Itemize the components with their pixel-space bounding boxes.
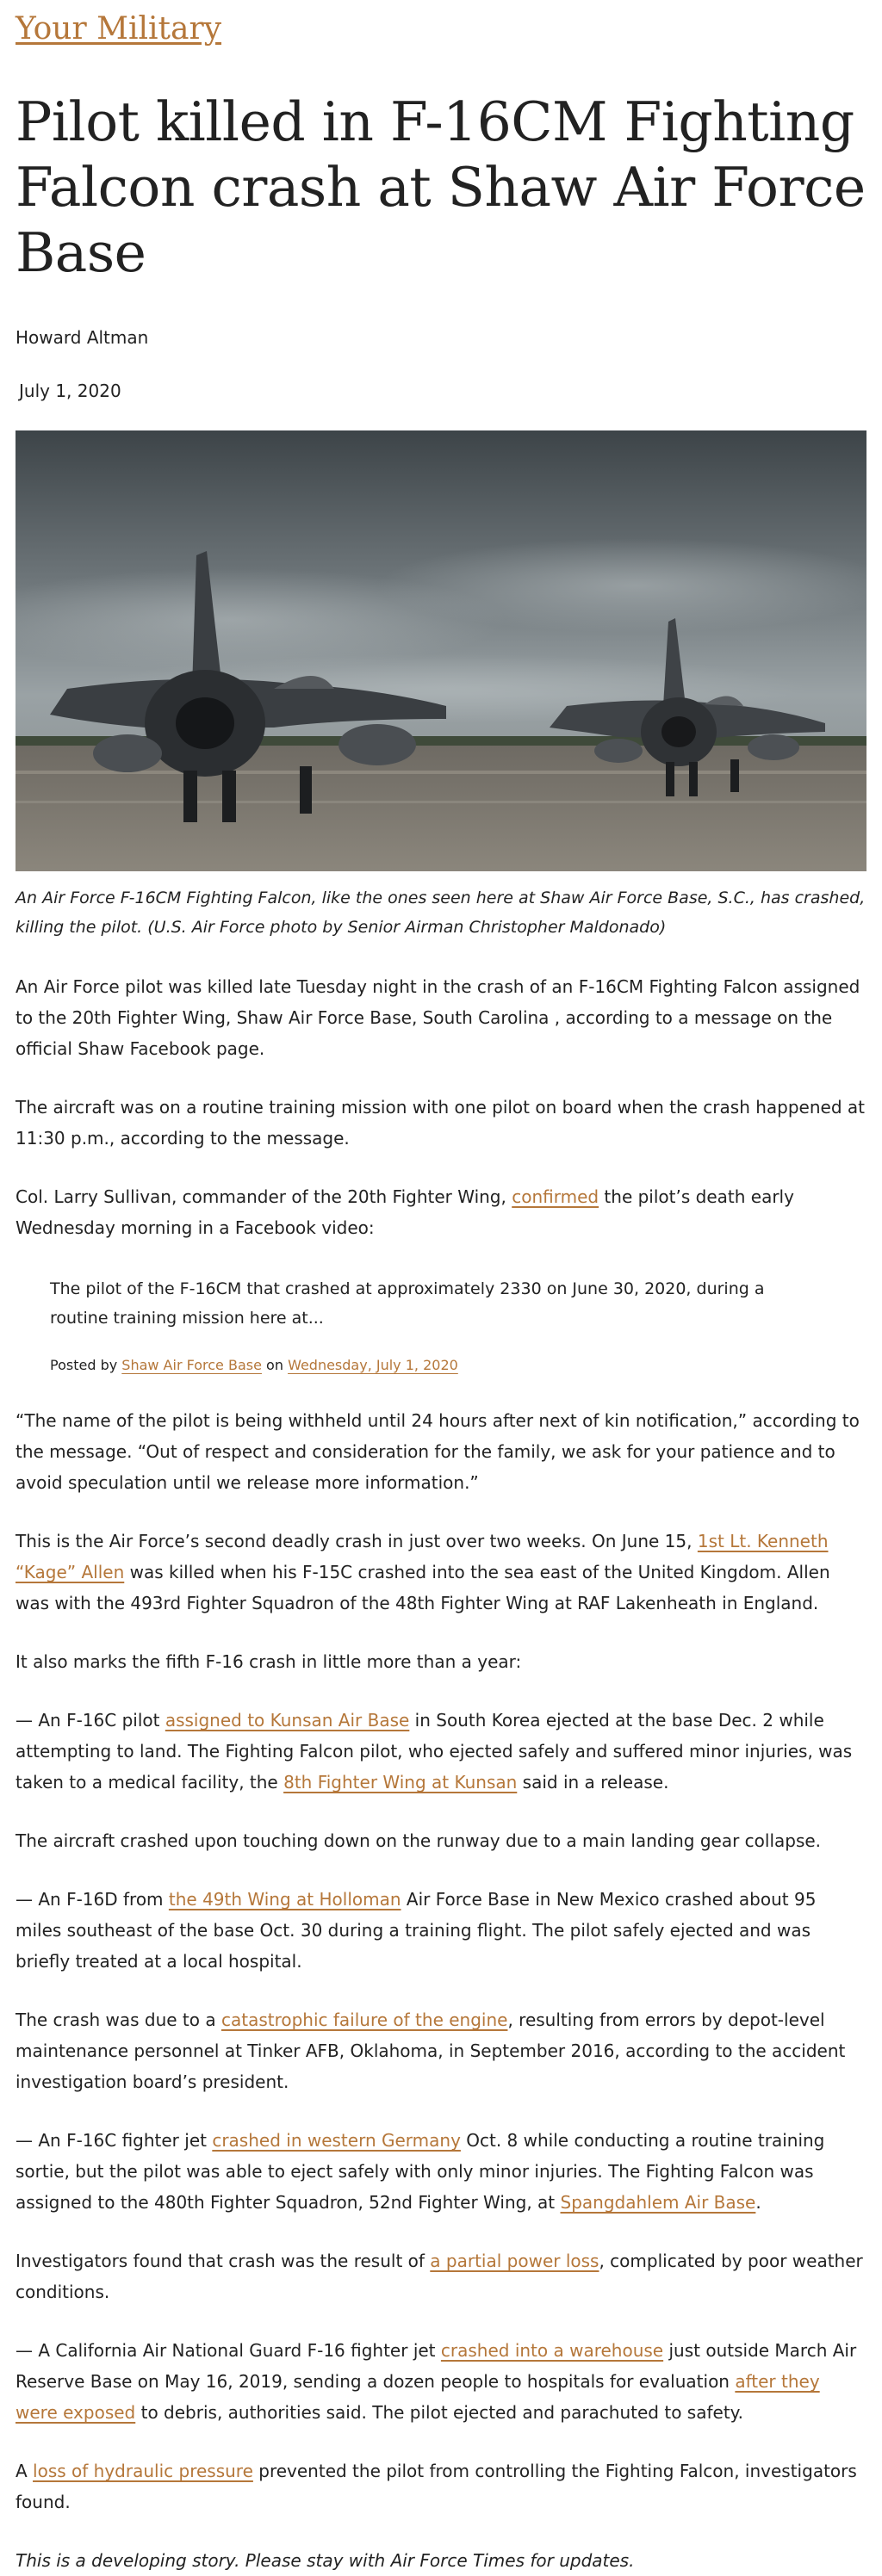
paragraph: The aircraft was on a routine training mission with one pilot on board when the crash happened at 11:30 p.m., according to the message. (16, 1097, 865, 1149)
kenneth-allen-link[interactable]: 1st Lt. Kenneth “Kage” Allen (16, 1531, 829, 1582)
author-byline: Howard Altman (16, 327, 149, 348)
facebook-embed (50, 1274, 866, 1378)
paragraph: The crash was due to a catastrophic failure of the engine, resulting from errors by depot-level maintenance personnel at Tinker AFB, Oklahoma, in September 2016, according to the accident investigation board’s president. (16, 2009, 846, 2092)
spangdahlem-link[interactable]: Spangdahlem Air Base (560, 2192, 756, 2213)
paragraph: It also marks the fifth F-16 crash in little more than a year: (16, 1651, 522, 1672)
paragraph: Investigators found that crash was the result of a partial power loss, complicated by poor weather conditions. (16, 2251, 863, 2302)
hydraulic-pressure-link[interactable]: loss of hydraulic pressure (33, 2461, 253, 2481)
paragraph: — An F-16C pilot assigned to Kunsan Air Base in South Korea ejected at the base Dec. 2 while attempting to land. The Fighting Falcon pilot, who ejected safely and suffered minor injuries, was taken to a medical facility, the 8th Fighter Wing at Kunsan said in a release. (16, 1710, 853, 1793)
confirmed-link[interactable]: confirmed (512, 1186, 599, 1207)
post-date-link[interactable]: Wednesday, July 1, 2020 (288, 1357, 458, 1373)
paragraph: — A California Air National Guard F-16 fighter jet crashed into a warehouse just outside March Air Reserve Base on May 16, 2019, sending a dozen people to hospitals for evaluation after they were exposed to debris, authorities said. The pilot ejected and parachuted to safety. (16, 2340, 857, 2423)
49th-wing-holloman-link[interactable]: the 49th Wing at Holloman (168, 1889, 401, 1910)
paragraph: An Air Force pilot was killed late Tuesday night in the crash of an F-16CM Fighting Falcon assigned to the 20th Fighter Wing, Shaw Air Force Base, South Carolina , according to a message on the official Shaw Facebook page. (16, 976, 860, 1059)
shaw-afb-page-link[interactable]: Shaw Air Force Base (121, 1357, 262, 1373)
8th-fighter-wing-link[interactable]: 8th Fighter Wing at Kunsan (283, 1772, 518, 1793)
closing-note: This is a developing story. Please stay with Air Force Times for updates. (16, 2550, 635, 2571)
paragraph: The aircraft crashed upon touching down on the runway due to a main landing gear collapse. (16, 1830, 822, 1851)
paragraph: — An F-16D from the 49th Wing at Holloman Air Force Base in New Mexico crashed about 95 miles southeast of the base Oct. 30 during a training flight. The pilot safely ejected and was briefly treated at a local hospital. (16, 1889, 817, 1972)
paragraph: “The name of the pilot is being withheld until 24 hours after next of kin notification,” according to the message. “Out of respect and consideration for the family, we ask for your patience and to avoid speculation until we release more information.” (16, 1410, 860, 1493)
kunsan-air-base-link[interactable]: assigned to Kunsan Air Base (165, 1710, 410, 1731)
exposed-link[interactable]: after they were exposed (16, 2371, 820, 2423)
image-caption: An Air Force F-16CM Fighting Falcon, like the ones seen here at Shaw Air Force Base, S.C., has crashed, killing the pilot. (U.S. Air Force photo by Senior Airman Christopher Maldonado) (16, 889, 866, 937)
headline: Pilot killed in F-16CM Fighting Falcon crash at Shaw Air Force Base (16, 90, 866, 284)
paragraph: This is the Air Force’s second deadly crash in just over two weeks. On June 15, 1st Lt. Kenneth “Kage” Allen was killed when his F-15C crashed into the sea east of the United Kingdom. Allen was with the 493rd Fighter Squadron of the 48th Fighter Wing at RAF Lakenheath in England. (16, 1531, 830, 1613)
paragraph: A loss of hydraulic pressure prevented the pilot from controlling the Fighting Falcon, investigators found. (16, 2461, 857, 2512)
paragraph: Col. Larry Sullivan, commander of the 20th Fighter Wing, confirmed the pilot’s death early Wednesday morning in a Facebook video: (16, 1186, 794, 1238)
warehouse-crash-link[interactable]: crashed into a warehouse (440, 2340, 664, 2361)
hero-image (16, 430, 866, 871)
embed-quote: The pilot of the F-16CM that crashed at approximately 2330 on June 30, 2020, during a routine training mission here at... (50, 1279, 765, 1328)
engine-failure-link[interactable]: catastrophic failure of the engine (220, 2009, 508, 2030)
germany-crash-link[interactable]: crashed in western Germany (212, 2130, 461, 2151)
embed-attribution: Posted by Shaw Air Force Base on Wednesday, July 1, 2020 (50, 1357, 458, 1373)
paragraph: — An F-16C fighter jet crashed in western Germany Oct. 8 while conducting a routine training sortie, but the pilot was able to eject safely with only minor injuries. The Fighting Falcon was assigned to the 480th Fighter Squadron, 52nd Fighter Wing, at Spangdahlem Air Base. (16, 2130, 825, 2213)
publish-date: July 1, 2020 (19, 381, 121, 401)
section-link[interactable]: Your Military (16, 11, 222, 46)
power-loss-link[interactable]: a partial power loss (430, 2251, 599, 2271)
